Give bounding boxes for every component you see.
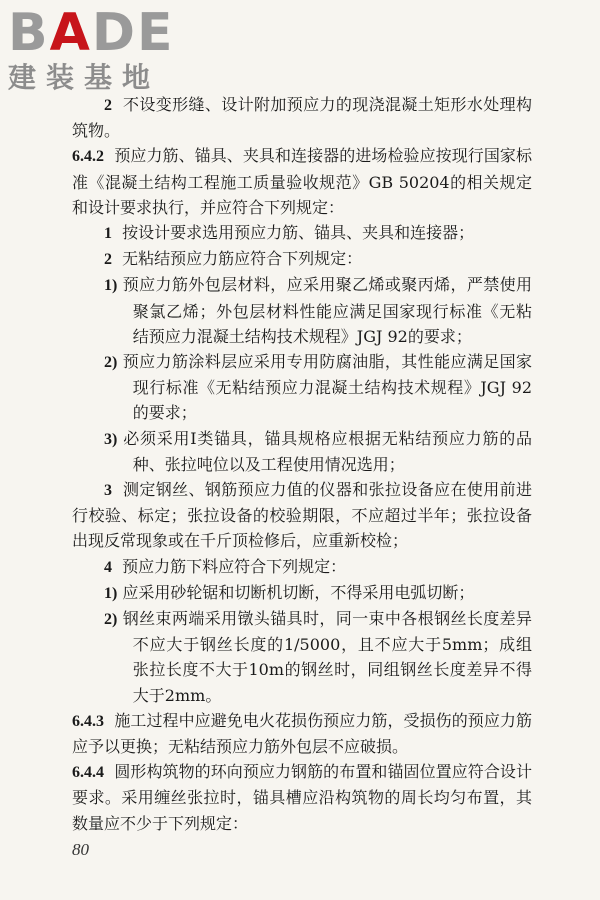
logo-subtitle: 建装基地 [8,61,161,94]
list-item: 4 预应力筋下料应符合下列规定： [104,556,347,576]
sub-item: 2) 预应力筋涂料层应采用专用防腐油脂，其性能应满足国家现行标准《无粘结预应力混凝土结构技术规程》JGJ 92 的要求； [104,352,532,423]
list-item: 1 按设计要求选用预应力筋、锚具、夹具和连接器； [104,223,475,243]
list-item: 2 无粘结预应力筋应符合下列规定： [104,249,363,269]
sub-item: 1) 预应力筋外包层材料，应采用聚乙烯或聚丙烯，严禁使用聚氯乙烯；外包层材料性能应满足国家现行标准《无粘结预应力混凝土结构技术规程》JGJ 92的要求； [104,275,532,346]
clause-6-4-2: 6.4.2 预应力筋、锚具、夹具和连接器的进场检验应按现行国家标准《混凝土结构工程施工质量验收规范》GB 50204的相关规定和设计要求执行，并应符合下列规定： [72,146,532,217]
page-number: 80 [72,840,89,859]
clause-6-4-4: 6.4.4 圆形构筑物的环向预应力钢筋的布置和锚固位置应符合设计要求。采用缠丝张拉时，锚具槽应沿构筑物的周长均匀布置，其数量应不少于下列规定： [72,762,532,833]
list-item: 2 不设变形缝、设计附加预应力的现浇混凝土矩形水处理构筑物。 [72,95,532,141]
logo-wordmark: BADE [8,3,175,63]
clause-6-4-3: 6.4.3 施工过程中应避免电火花损伤预应力筋，受损伤的预应力筋应予以更换；无粘结预应力筋外包层不应破损。 [72,710,532,757]
document-body [72,92,532,836]
list-item: 3 测定钢丝、钢筋预应力值的仪器和张拉设备应在使用前进行校验、标定；张拉设备的校验期限，不应超过半年；张拉设备出现反常现象或在千斤顶检修后，应重新校检； [72,480,532,551]
sub-item: 1) 应采用砂轮锯和切断机切断，不得采用电弧切断； [104,582,475,602]
sub-item: 2) 钢丝束两端采用镦头锚具时，同一束中各根钢丝长度差异不应大于钢丝长度的1/5000，且不应大于5mm；成组张拉长度不大于10m的钢丝时，同组钢丝长度差异不得大于2mm。 [104,609,532,705]
bade-logo [8,3,175,94]
sub-item: 3) 必须采用Ⅰ类锚具，锚具规格应根据无粘结预应力筋的品种、张拉吨位以及工程使用情况选用； [104,428,532,474]
